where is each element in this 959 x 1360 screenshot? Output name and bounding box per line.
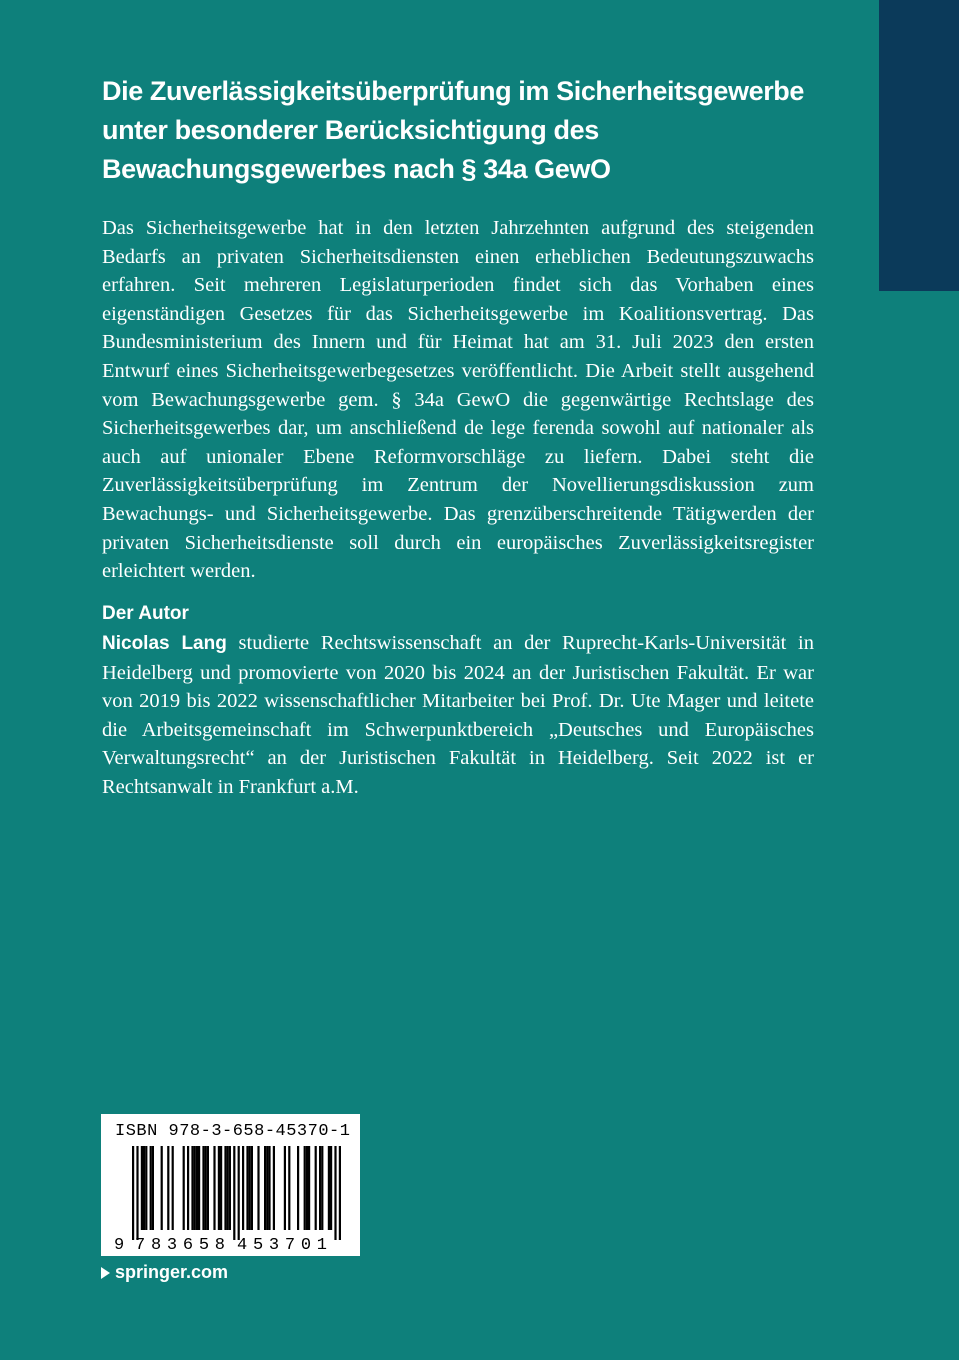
- barcode-bar: [150, 1146, 152, 1230]
- barcode-bar: [202, 1146, 204, 1230]
- barcode-bar: [218, 1146, 220, 1230]
- barcode-bar: [145, 1146, 147, 1230]
- barcode-bar: [224, 1146, 226, 1230]
- book-title: Die Zuverlässigkeitsüberprüfung im Sicherheitsgewerbe unter besonderer Berücksichtigung des Bewachungsgewerbes nach § 34a GewO: [102, 76, 805, 184]
- barcode-bar: [321, 1146, 323, 1230]
- isbn-label: ISBN 978-3-658-45370-1: [115, 1122, 351, 1141]
- barcode-bar: [246, 1146, 248, 1230]
- barcode-bar: [143, 1146, 145, 1230]
- barcode-bar: [334, 1146, 336, 1240]
- barcode-bar: [297, 1146, 299, 1230]
- book-description: [102, 214, 814, 586]
- barcode-bar: [288, 1146, 290, 1230]
- barcode-left-digits: 783658: [135, 1236, 225, 1255]
- corner-band: [879, 0, 959, 291]
- barcode-bar: [161, 1146, 163, 1230]
- barcode-bar: [273, 1146, 275, 1230]
- barcode-bar: [249, 1146, 251, 1230]
- barcode-bar: [191, 1146, 193, 1230]
- barcode-bar: [266, 1146, 268, 1230]
- author-heading: Der Autor: [102, 603, 189, 624]
- isbn-barcode: [101, 1114, 360, 1256]
- author-bio-text: studierte Rechtswissenschaft an der Ruprecht-Karls-Universität in Heidelberg und promovierte von 2020 bis 2024 an der Juristischen Fakultät. Er war von 2019 bis 2022 wissenschaftlicher Mitarbeiter bei Prof. Dr. Ute Mager und leitete die Arbeitsgemeinschaft im Schwerpunktbereich „Deutsches und Europäisches Verwaltungsrecht“ an der Juristischen Fakultät in Heidelberg. Seit 2022 ist er Rechtsanwalt in Frankfurt a.M.: [102, 632, 814, 798]
- publisher-url: springer.com: [115, 1262, 229, 1282]
- barcode-bar: [304, 1146, 306, 1230]
- barcode-bar: [196, 1146, 198, 1230]
- barcode-bar: [257, 1146, 259, 1230]
- barcode-bar: [328, 1146, 330, 1230]
- barcode-bar: [306, 1146, 308, 1230]
- barcode-bar: [167, 1146, 169, 1230]
- barcode-bar: [308, 1146, 310, 1230]
- barcode-right-digits: 453701: [237, 1236, 327, 1255]
- barcode-bar: [141, 1146, 143, 1230]
- barcode-bar: [187, 1146, 189, 1230]
- description-text: Das Sicherheitsgewerbe hat in den letzten Jahrzehnten aufgrund des steigenden Bedarfs an privaten Sicherheitsdiensten einen erheblichen Bedeutungszuwachs erfahren. Seit mehreren Legislaturperioden findet sich das Vorhaben eines eigenständigen Gesetzes für das Sicherheitsgewerbe im Koalitionsvertrag. Das Bundesministerium des Innern und für Heimat hat am 31. Juli 2023 den ersten Entwurf eines Sicherheitsgewerbegesetzes veröffentlicht. Die Arbeit stellt ausgehend vom Bewachungsgewerbe gem. § 34a GewO die gegenwärtige Rechtslage des Sicherheitsgewerbes dar, um anschließend de lege ferenda sowohl auf nationaler als auch auf unionaler Ebene Reformvorschläge zu liefern. Dabei steht die Zuverlässigkeitsüberprüfung im Zentrum der Novellierungsdiskussion zum Bewachungs- und Sicherheitsgewerbe. Das grenzüberschreitende Tätigwerden der privaten Sicherheitsdienste soll durch ein europäisches Zuverlässigkeitsregister erleichtert werden.: [102, 217, 814, 583]
- barcode-bar: [229, 1146, 231, 1230]
- barcode-lead-digit: 9: [114, 1236, 125, 1255]
- publisher-link[interactable]: [101, 1262, 228, 1283]
- barcode-bar: [132, 1146, 134, 1240]
- barcode-bar: [207, 1146, 209, 1230]
- barcode-bar: [183, 1146, 185, 1230]
- author-name: Nicolas Lang: [102, 633, 227, 654]
- barcode-bar: [330, 1146, 332, 1230]
- barcode-bar: [213, 1146, 215, 1230]
- barcode-bar: [315, 1146, 317, 1230]
- barcode-bar: [238, 1146, 240, 1240]
- author-bio: [102, 629, 814, 802]
- barcode-bar: [284, 1146, 286, 1230]
- barcode-bar: [319, 1146, 321, 1230]
- barcode-bar: [233, 1146, 235, 1240]
- barcode-bar: [242, 1146, 244, 1230]
- barcode-bar: [172, 1146, 174, 1230]
- barcode-bar: [194, 1146, 196, 1230]
- barcode-bar: [152, 1146, 154, 1230]
- triangle-right-icon: [101, 1267, 110, 1279]
- barcode-bar: [339, 1146, 341, 1240]
- barcode-bars: [132, 1146, 341, 1240]
- barcode-bar: [227, 1146, 229, 1230]
- barcode-bar: [264, 1146, 266, 1230]
- barcode-bar: [198, 1146, 200, 1230]
- barcode-bar: [136, 1146, 138, 1240]
- barcode-bar: [268, 1146, 270, 1230]
- barcode-graphic: [101, 1114, 360, 1256]
- barcode-bar: [251, 1146, 253, 1230]
- barcode-bar: [220, 1146, 222, 1230]
- barcode-bar: [205, 1146, 207, 1230]
